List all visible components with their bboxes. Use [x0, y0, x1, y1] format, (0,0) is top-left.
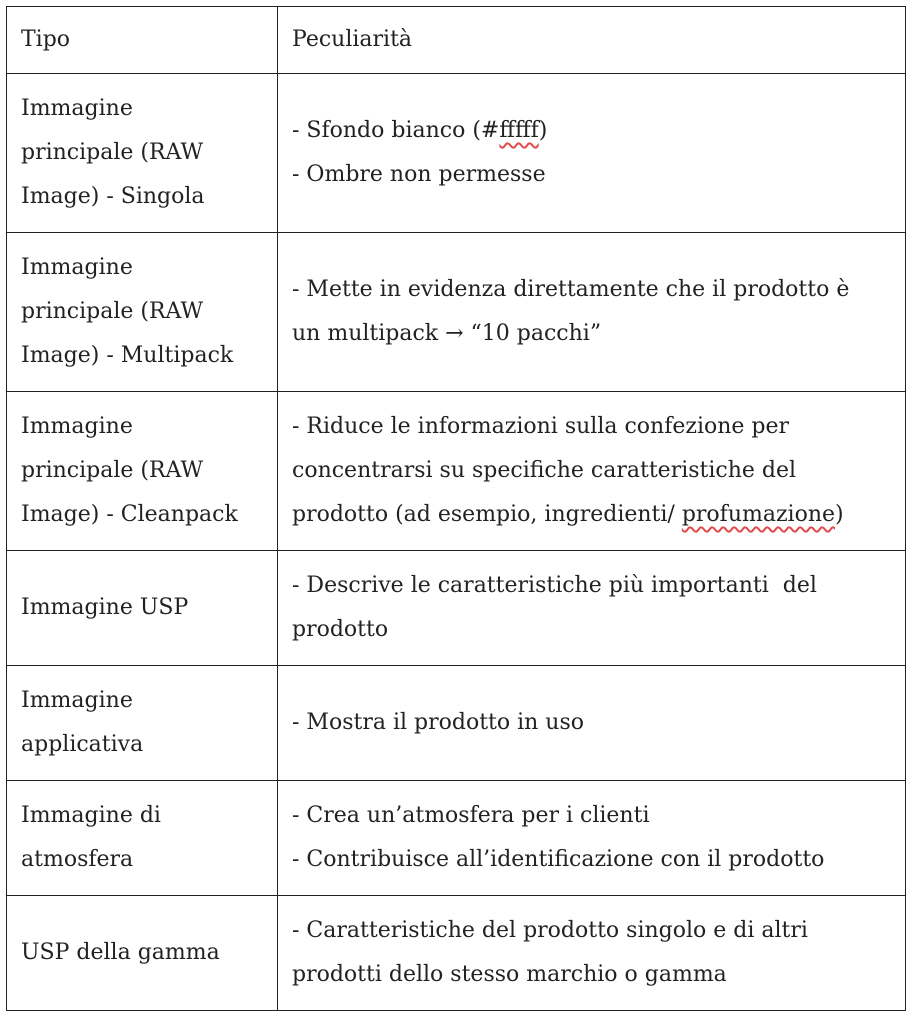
spellcheck-marked-word: profumazione — [681, 502, 836, 527]
description-text-line: prodotto — [292, 617, 389, 642]
description-cell[interactable] — [278, 781, 906, 896]
type-text-line: Immagine — [21, 688, 133, 713]
type-text-line: Immagine di — [21, 803, 161, 828]
table-row — [7, 392, 906, 551]
type-text-line: principale (RAW — [21, 458, 204, 483]
description-text-line: un multipack → “10 pacchi” — [292, 321, 602, 346]
description-text-line: - Mostra il prodotto in uso — [292, 710, 585, 735]
description-cell[interactable] — [278, 233, 906, 392]
description-text-line: concentrarsi su specifiche caratteristiche del — [292, 458, 797, 483]
type-text-line: Immagine — [21, 255, 133, 280]
image-types-table — [6, 6, 906, 1011]
type-text-line: Immagine USP — [21, 595, 189, 620]
description-text-line: prodotto (ad esempio, ingredienti/ profumazione) — [292, 502, 844, 527]
type-cell[interactable] — [7, 896, 278, 1011]
table-row — [7, 781, 906, 896]
table-row — [7, 74, 906, 233]
type-cell[interactable] — [7, 392, 278, 551]
type-cell[interactable] — [7, 666, 278, 781]
type-text-line: Image) - Cleanpack — [21, 502, 238, 527]
type-text-line: Image) - Singola — [21, 184, 205, 209]
type-cell[interactable] — [7, 781, 278, 896]
type-text-line: applicativa — [21, 732, 144, 757]
type-text-line: USP della gamma — [21, 940, 220, 965]
description-cell[interactable] — [278, 74, 906, 233]
description-cell[interactable] — [278, 392, 906, 551]
description-cell[interactable] — [278, 896, 906, 1011]
table-row — [7, 233, 906, 392]
description-text-line: - Caratteristiche del prodotto singolo e di altri — [292, 918, 808, 943]
description-text-line: - Sfondo bianco (#fffff) — [292, 118, 548, 143]
description-text-line: - Mette in evidenza direttamente che il prodotto è — [292, 277, 850, 302]
type-text-line: principale (RAW — [21, 140, 204, 165]
column-header-peculiarita[interactable]: Peculiarità — [278, 7, 906, 74]
description-text-line: prodotti dello stesso marchio o gamma — [292, 962, 727, 987]
type-text-line: principale (RAW — [21, 299, 204, 324]
description-cell[interactable] — [278, 551, 906, 666]
spellcheck-marked-word: fffff — [499, 118, 539, 143]
description-cell[interactable] — [278, 666, 906, 781]
description-text-line: - Descrive le caratteristiche più importanti del — [292, 573, 817, 598]
description-text-line: - Ombre non permesse — [292, 162, 546, 187]
description-text-line: - Riduce le informazioni sulla confezione per — [292, 414, 790, 439]
column-header-tipo[interactable]: Tipo — [7, 7, 278, 74]
type-text-line: atmosfera — [21, 847, 134, 872]
type-cell[interactable] — [7, 551, 278, 666]
table-row — [7, 896, 906, 1011]
type-text-line: Immagine — [21, 96, 133, 121]
table-row — [7, 551, 906, 666]
type-cell[interactable] — [7, 233, 278, 392]
document-page — [6, 6, 906, 1011]
table-row — [7, 666, 906, 781]
description-text-line: - Contribuisce all’identificazione con il prodotto — [292, 847, 825, 872]
description-text-line: - Crea un’atmosfera per i clienti — [292, 803, 650, 828]
table-header-row — [7, 7, 906, 74]
type-text-line: Immagine — [21, 414, 133, 439]
type-text-line: Image) - Multipack — [21, 343, 234, 368]
type-cell[interactable] — [7, 74, 278, 233]
